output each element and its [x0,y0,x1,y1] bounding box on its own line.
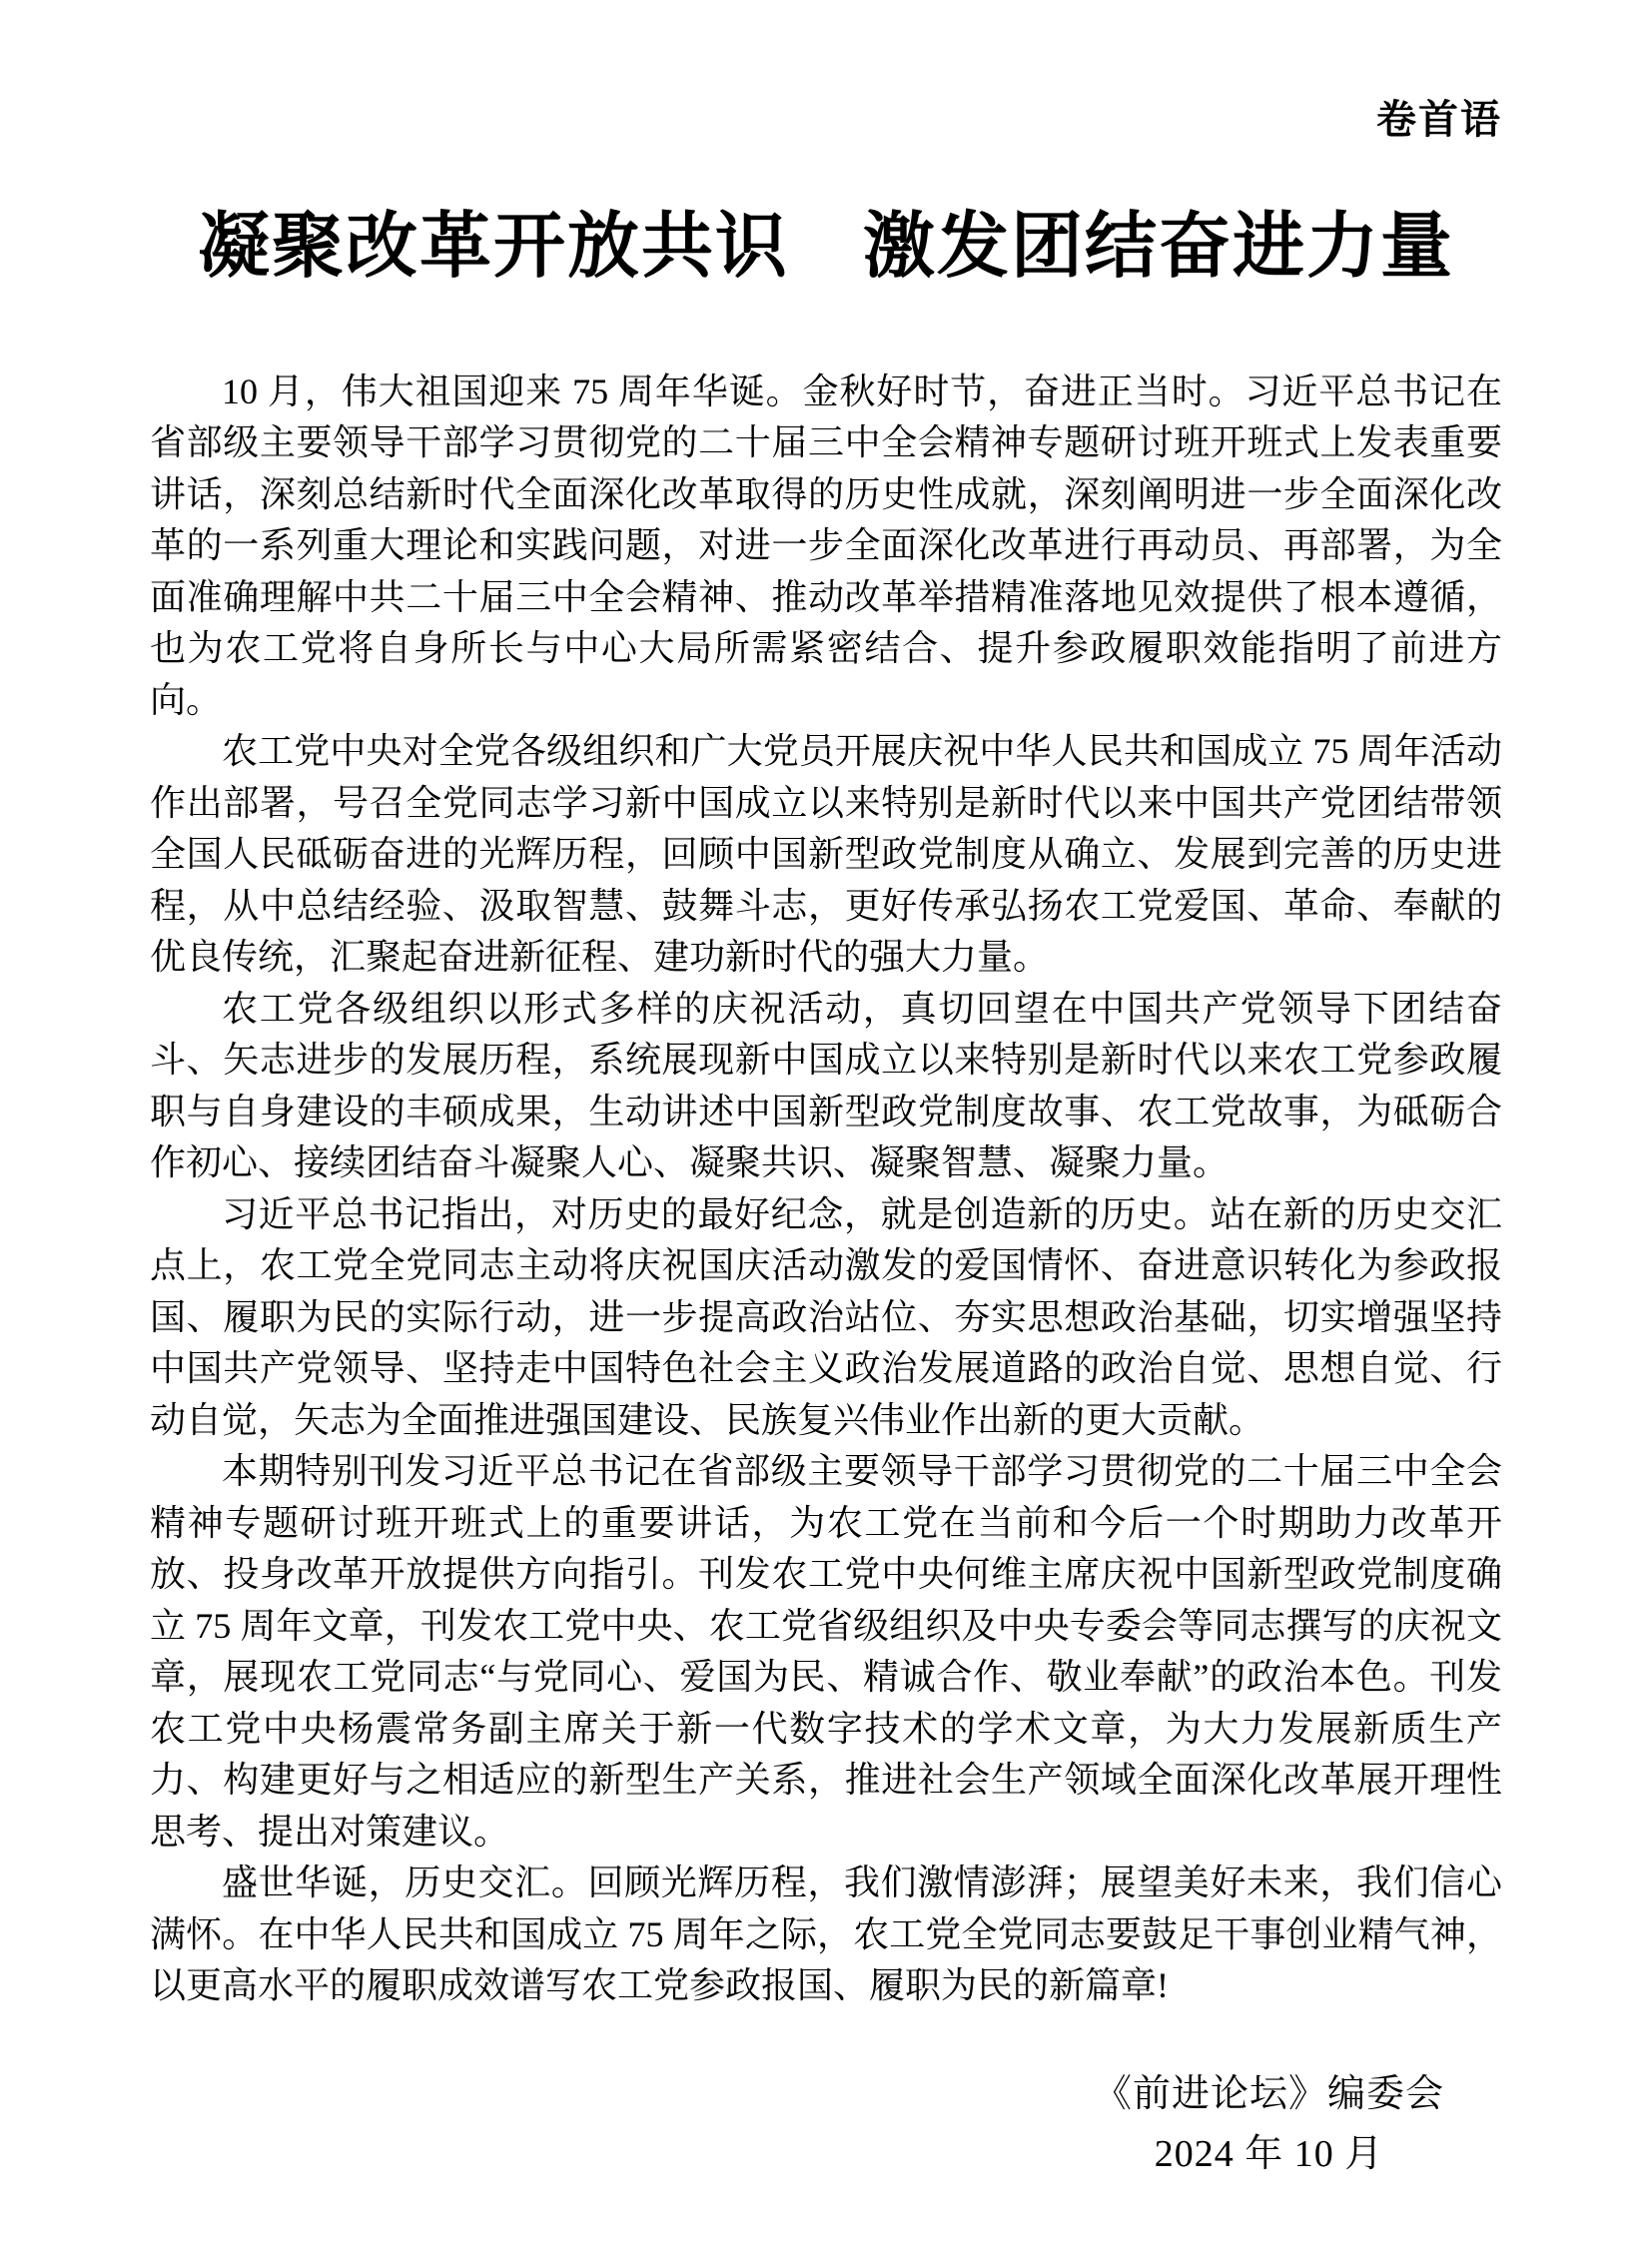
article-body [150,367,1502,2012]
paragraph-3: 农工党各级组织以形式多样的庆祝活动，真切回望在中国共产党领导下团结奋斗、矢志进步的发展历程，系统展现新中国成立以来特别是新时代以来农工党参政履职与自身建设的丰硕成果，生动讲述中国新型政党制度故事、农工党故事，为砥砺合作初心、接续团结奋斗凝聚人心、凝聚共识、凝聚智慧、凝聚力量。 [150,988,1502,1183]
editorial-board-signature: 《前进论坛》编委会 [1093,2072,1444,2115]
paragraph-1: 10 月，伟大祖国迎来 75 周年华诞。金秋好时节，奋进正当时。习近平总书记在省部级主要领导干部学习贯彻党的二十届三中全会精神专题研讨班开班式上发表重要讲话，深刻总结新时代全面深化改革取得的历史性成就，深刻阐明进一步全面深化改革的一系列重大理论和实践问题，对进一步全面深化改革进行再动员、再部署，为全面准确理解中共二十届三中全会精神、推动改革举措精准落地见效提供了根本遵循，也为农工党将自身所长与中心大局所需紧密结合、提升参政履职效能指明了前进方向。 [150,371,1502,720]
page-title: 凝聚改革开放共识 激发团结奋进力量 [197,207,1454,287]
publication-date: 2024 年 10 月 [1154,2132,1384,2175]
paragraph-2: 农工党中央对全党各级组织和广大党员开展庆祝中华人民共和国成立 75 周年活动作出部署，号召全党同志学习新中国成立以来特别是新时代以来中国共产党团结带领全国人民砥砺奋进的光辉历程，回顾中国新型政党制度从确立、发展到完善的历史进程，从中总结经验、汲取智慧、鼓舞斗志，更好传承弘扬农工党爱国、革命、奉献的优良传统，汇聚起奋进新征程、建功新时代的强大力量。 [150,731,1502,978]
paragraph-6: 盛世华诞，历史交汇。回顾光辉历程，我们激情澎湃；展望美好未来，我们信心满怀。在中华人民共和国成立 75 周年之际，农工党全党同志要鼓足干事创业精气神，以更高水平的履职成效谱写农工党参政报国、履职为民的新篇章! [150,1863,1502,2006]
signature-block [1094,2064,1444,2184]
section-label: 卷首语 [1376,98,1502,142]
paragraph-5: 本期特别刊发习近平总书记在省部级主要领导干部学习贯彻党的二十届三中全会精神专题研讨班开班式上的重要讲话，为农工党在当前和今后一个时期助力改革开放、投身改革开放提供方向指引。刊发农工党中央何维主席庆祝中国新型政党制度确立 75 周年文章，刊发农工党中央、农工党省级组织及中央专委会等同志撰写的庆祝文章，展现农工党同志“与党同心、爱国为民、精诚合作、敬业奉献”的政治本色。刊发农工党中央杨震常务副主席关于新一代数字技术的学术文章，为大力发展新质生产力、构建更好与之相适应的新型生产关系，推进社会生产领域全面深化改革展开理性思考、提出对策建议。 [150,1451,1502,1852]
paragraph-4: 习近平总书记指出，对历史的最好纪念，就是创造新的历史。站在新的历史交汇点上，农工党全党同志主动将庆祝国庆活动激发的爱国情怀、奋进意识转化为参政报国、履职为民的实际行动，进一步提高政治站位、夯实思想政治基础，切实增强坚持中国共产党领导、坚持走中国特色社会主义政治发展道路的政治自觉、思想自觉、行动自觉，矢志为全面推进强国建设、民族复兴伟业作出新的更大贡献。 [150,1193,1502,1440]
